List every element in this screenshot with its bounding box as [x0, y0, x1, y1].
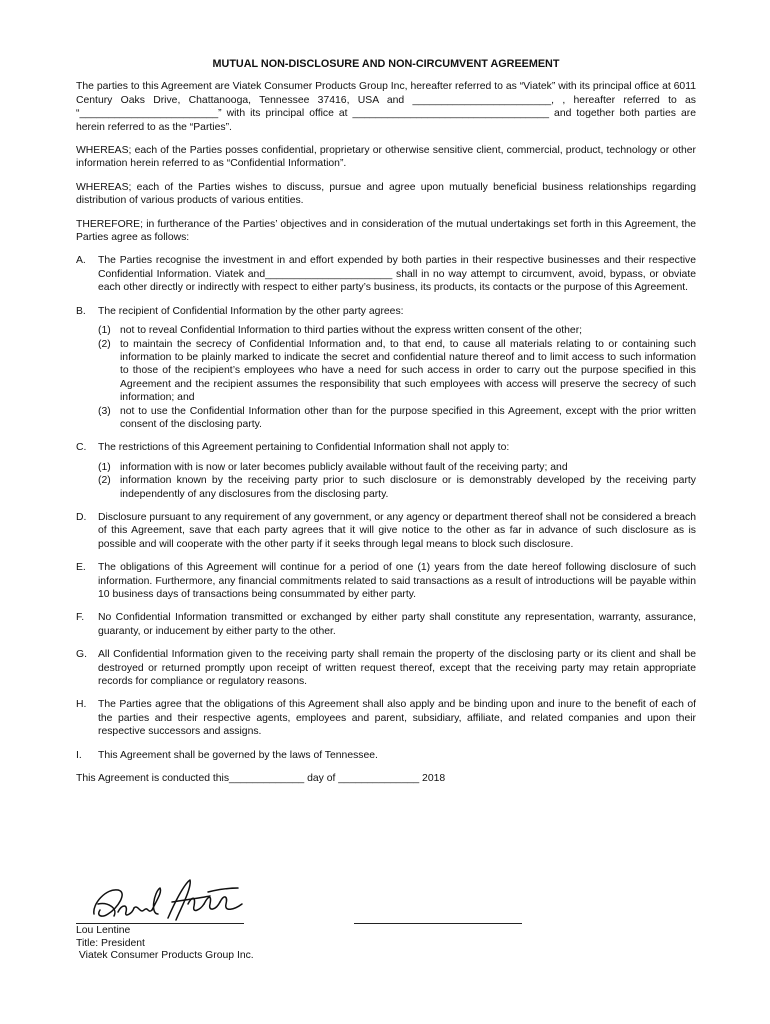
clause-label: C. — [76, 442, 87, 454]
list-item — [98, 338, 696, 405]
signer-title: Title: President — [76, 937, 145, 949]
clause-text: All Confidential Information given to the receiving party shall remain the property of the disclosing party or its client and shall be destroyed or returned promptly upon receipt of written request thereof, except that the receiving party may retain appropriate records for compliance or regulatory reasons. — [98, 649, 696, 688]
clause-text: The recipient of Confidential Information by the other party agrees: — [98, 305, 404, 317]
item-text: to maintain the secrecy of Confidential Information and, to that end, to cause all materials relating to or containing such information to be plainly marked to indicate the secret and confidential nature thereof and to limit access to such information to those of the recipient’s employees who have a need for such access in order to carry out the purpose specified in this Agreement and the recipient assumes the responsibility that such employees with access will preserve the secrecy of such information; and — [120, 338, 696, 404]
signer-name: Lou Lentine — [76, 925, 131, 936]
item-text: not to use the Confidential Information other than for the purpose specified in this Agreement, except with the prior written consent of the disclosing party. — [120, 405, 696, 430]
item-number: (2) — [98, 338, 111, 350]
signature-line — [76, 923, 244, 924]
item-text: not to reveal Confidential Information to third parties without the express written consent of the other; — [120, 325, 583, 337]
clause-i — [76, 749, 696, 762]
item-number: (1) — [98, 461, 111, 473]
item-number: (2) — [98, 475, 111, 487]
list-item — [98, 405, 696, 432]
clause-text: The Parties agree that the obligations of this Agreement shall also apply and be binding upon and inure to the benefit of each of the parties and their respective agents, employees and parent, subsidiary, affiliate, and related companies and upon their respective successors and assigns. — [98, 699, 696, 738]
clause-e — [76, 561, 696, 601]
clause-d — [76, 511, 696, 551]
clause-b — [76, 305, 696, 318]
document-title: MUTUAL NON-DISCLOSURE AND NON-CIRCUMVENT AGREEMENT — [212, 58, 560, 70]
list-item — [98, 474, 696, 501]
counterparty-signature-line — [354, 923, 522, 924]
clause-label: B. — [76, 305, 86, 317]
conducted-date-line: This Agreement is conducted this_____________ day of ______________ 2018 — [76, 773, 446, 785]
signer-details — [76, 925, 254, 963]
clause-label: A. — [76, 255, 86, 267]
signer-company: Viatek Consumer Products Group Inc. — [76, 950, 254, 962]
list-item — [98, 324, 696, 337]
agreement-document — [76, 58, 696, 785]
signature-block — [76, 880, 696, 970]
list-item — [98, 461, 696, 474]
item-number: (1) — [98, 325, 111, 337]
clause-f — [76, 611, 696, 638]
clause-g — [76, 648, 696, 688]
clause-h — [76, 698, 696, 738]
clause-label: D. — [76, 511, 87, 523]
clause-text: The restrictions of this Agreement pertaining to Confidential Information shall not apply to: — [98, 442, 510, 454]
clause-text: This Agreement shall be governed by the laws of Tennessee. — [98, 749, 378, 761]
clause-text: The obligations of this Agreement will continue for a period of one (1) years from the date hereof following disclosure of such information. Furthermore, any financial commitments related to said transactions as a result of introductions will be payable within 10 business days of transactions being consummated by either party. — [98, 562, 696, 600]
clause-text: No Confidential Information transmitted or exchanged by either party shall constitute any representation, warranty, assurance, guaranty, or inducement by either party to the other. — [98, 612, 696, 637]
clause-label: E. — [76, 562, 86, 574]
intro-paragraph: The parties to this Agreement are Viatek Consumer Products Group Inc, hereafter referred to as “Viatek” with its principal office at 6011 Century Oaks Drive, Chattanooga, Tennessee 37416, USA and ________________________, , hereafter referred to as “________________________” with its principal office at __________________________________ and together both parties are herein referred to as the “Parties”. — [76, 81, 696, 133]
clause-c — [76, 441, 696, 454]
clause-b-items — [98, 324, 696, 431]
clause-label: I. — [76, 749, 82, 761]
clause-label: F. — [76, 612, 85, 624]
handwritten-signature — [88, 874, 258, 926]
therefore-paragraph: THEREFORE; in furtherance of the Parties’ objectives and in consideration of the mutual undertakings set forth in this Agreement, the Parties agree as follows: — [76, 218, 696, 244]
clause-text: Disclosure pursuant to any requirement of any government, or any agency or department thereof shall not be considered a breach of this Agreement, save that each party agrees that it will give notice to the other as far in advance of such disclosure as is possible and will cooperate with the other party if it seeks through legal means to block such disclosure. — [98, 511, 696, 550]
clause-c-items — [98, 461, 696, 501]
item-text: information known by the receiving party prior to such disclosure or is demonstrably developed by the receiving party independently of any disclosures from the disclosing party. — [120, 475, 696, 500]
clause-a — [76, 254, 696, 294]
clause-label: G. — [76, 649, 87, 661]
whereas-paragraph-2: WHEREAS; each of the Parties wishes to discuss, pursue and agree upon mutually beneficial business relationships regarding distribution of various products of various entities. — [76, 181, 696, 207]
clause-label: H. — [76, 699, 87, 711]
clause-text: The Parties recognise the investment in and effort expended by both parties in their respective businesses and their respective Confidential Information. Viatek and______________________ shall in no way attempt to circumvent, avoid, bypass, or obviate each other directly or indirectly with respect to either party’s business, its products, its contacts or the purpose of this Agreement. — [98, 255, 696, 294]
item-number: (3) — [98, 405, 111, 417]
item-text: information with is now or later becomes publicly available without fault of the receiving party; and — [120, 461, 568, 473]
whereas-paragraph-1: WHEREAS; each of the Parties posses confidential, proprietary or otherwise sensitive client, commercial, product, technology or other information herein referred to as “Confidential Information”. — [76, 145, 696, 170]
